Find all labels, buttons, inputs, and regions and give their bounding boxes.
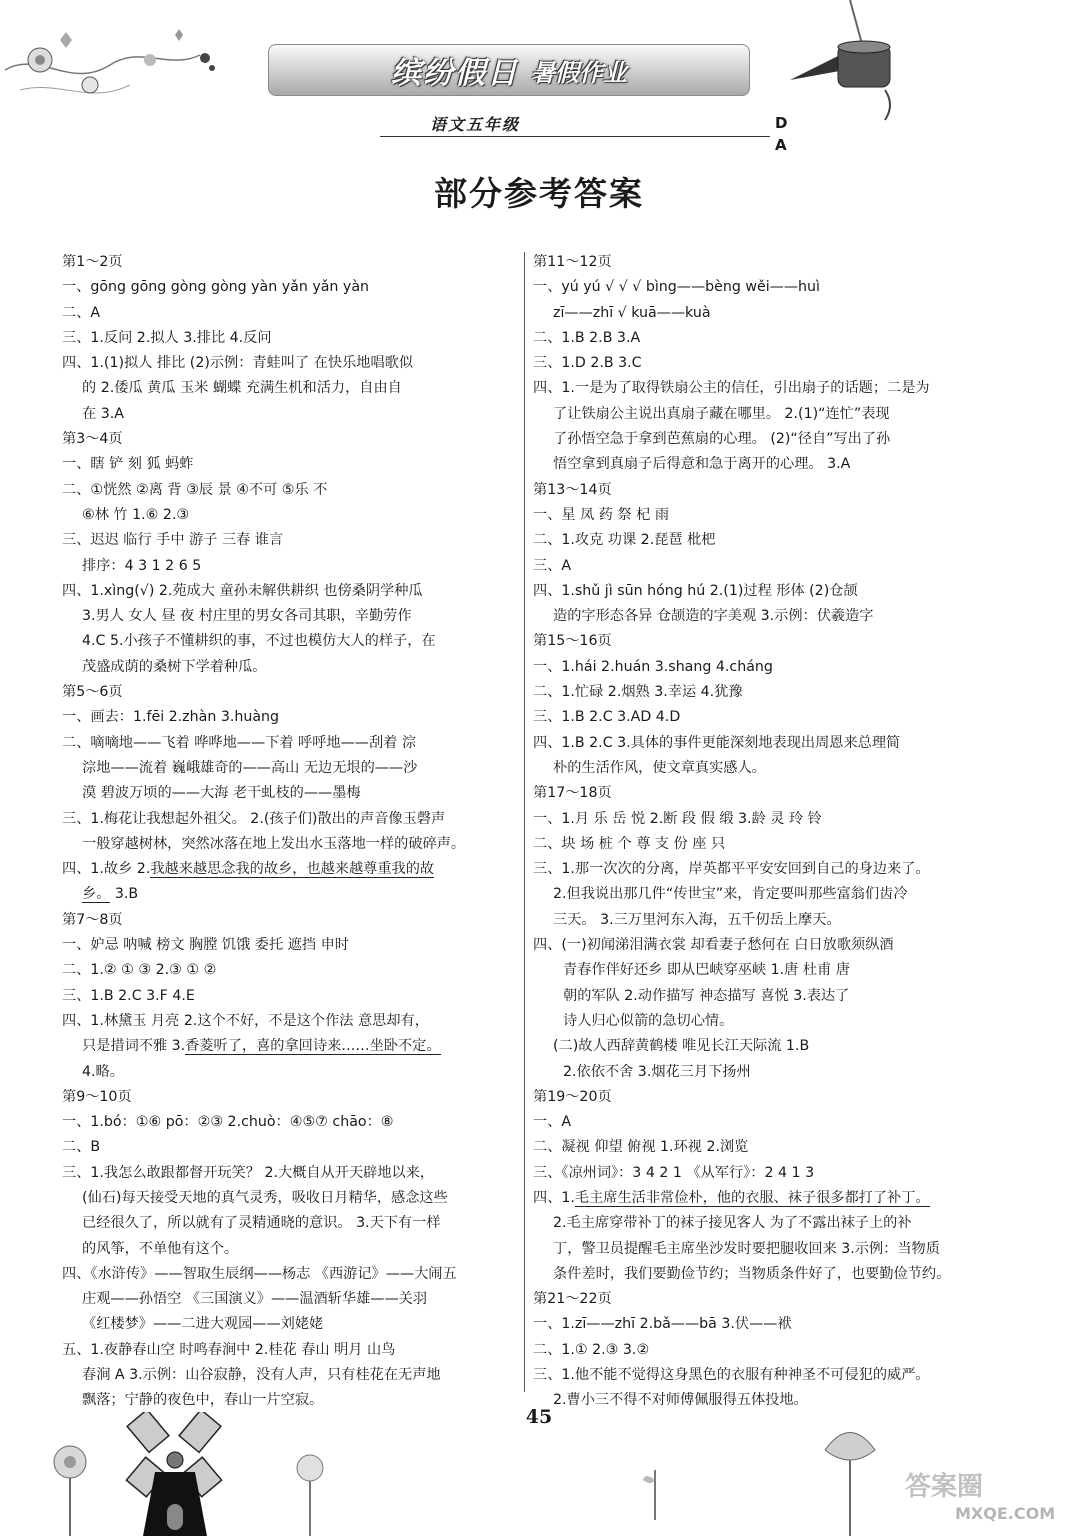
answer-line — [62, 1135, 520, 1160]
answer-text: 2.依依不舍 3.烟花三月下扬州 — [563, 1063, 751, 1080]
answer-text: 二、1.① 2.③ 3.② — [533, 1341, 650, 1358]
corner-mark-bottom: A — [775, 136, 787, 154]
answer-text: 一、1.bó：①⑥ pō：②③ 2.chuò：④⑤⑦ chāo：⑧ — [62, 1114, 394, 1131]
answer-text: 二、1.② ① ③ 2.③ ① ② — [62, 962, 217, 979]
answer-text: 第21～22页 — [533, 1291, 612, 1308]
answer-line — [62, 1034, 520, 1059]
answer-column-right — [533, 250, 999, 1414]
answer-line — [533, 579, 999, 604]
answer-line — [533, 933, 999, 958]
flower-decoration-left — [40, 1440, 100, 1536]
answer-line — [62, 452, 520, 477]
answer-line — [62, 250, 520, 275]
answer-line — [533, 1262, 999, 1287]
answer-line — [62, 1338, 520, 1363]
page-number: 45 — [525, 1406, 553, 1428]
answer-text: 二、A — [62, 304, 101, 321]
answer-line — [533, 275, 999, 300]
answer-line — [62, 655, 520, 680]
answer-line — [62, 933, 520, 958]
answer-text: 朴的生活作风，使文章真实感人。 — [553, 759, 766, 776]
header-rule — [380, 136, 770, 137]
answer-line — [533, 351, 999, 376]
answer-text: 第19～20页 — [533, 1088, 612, 1105]
answer-line — [533, 1060, 999, 1085]
answer-text: 淙地——流着 巍峨雄奇的——高山 无边无垠的——沙 — [82, 759, 418, 776]
answer-line — [533, 554, 999, 579]
answer-line — [62, 1363, 520, 1388]
answer-text: 一、妒忌 呐喊 榜文 胸膛 饥饿 委托 遮挡 申时 — [62, 937, 349, 954]
answer-text: 4.C 5.小孩子不懂耕织的事，不过也模仿大人的样子，在 — [82, 633, 436, 650]
answer-text: 的风筝，不单他有这个。 — [82, 1240, 239, 1257]
answer-line — [533, 1312, 999, 1337]
answer-text: 的 2.倭瓜 黄瓜 玉米 蝴蝶 充满生机和活力，自由自 — [82, 380, 402, 397]
underlined-answer-text: 毛主席生活非常俭朴，他的衣服、袜子很多都打了补丁。 — [574, 1189, 930, 1206]
answer-text: 3.男人 女人 昼 夜 村庄里的男女各司其职，辛勤劳作 — [82, 608, 412, 625]
answer-text: 丁，警卫员提醒毛主席坐沙发时要把腿收回来 3.示例：当物质 — [553, 1240, 940, 1257]
answer-text: 三、A — [533, 557, 572, 574]
answer-line — [533, 1186, 999, 1211]
answer-line — [533, 1009, 999, 1034]
watermark-url: MXQE.COM — [955, 1504, 1056, 1523]
answer-line — [533, 984, 999, 1009]
grade-label: 语文五年级 — [430, 115, 521, 134]
answer-text: 3.B — [110, 886, 139, 903]
underlined-answer-text: 我越来越思念我的故乡，也越来越尊重我的故 — [150, 861, 435, 878]
answer-text: 第15～16页 — [533, 633, 612, 650]
answer-text: 五、1.夜静春山空 时鸣春涧中 2.桂花 春山 明月 山鸟 — [62, 1341, 396, 1358]
answer-line — [533, 857, 999, 882]
windmill-illustration — [115, 1412, 235, 1536]
brand-title: 缤纷假日 — [391, 56, 519, 91]
answer-line — [533, 629, 999, 654]
answer-text: 四、1.(1)拟人 排比 (2)示例：青蛙叫了 在快乐地唱歌似 — [62, 355, 414, 372]
answer-line — [62, 629, 520, 654]
answer-text: 排序：4 3 1 2 6 5 — [82, 557, 202, 574]
answer-line — [62, 832, 520, 857]
answer-text: 二、嘀嘀地——飞着 哗哗地——下着 呼呼地——刮着 淙 — [62, 734, 417, 751]
answer-line — [62, 427, 520, 452]
answer-line — [62, 326, 520, 351]
page-title: 部分参考答案 — [434, 174, 644, 213]
answer-text: 朝的军队 2.动作描写 神态描写 喜悦 3.表达了 — [563, 987, 850, 1004]
answer-line — [62, 1312, 520, 1337]
answer-text: (二)故人西辞黄鹤楼 唯见长江天际流 1.B — [553, 1038, 810, 1055]
answer-text: 庄观——孙悟空 《三国演义》——温酒斩华雄——关羽 — [82, 1291, 428, 1308]
answer-text: 一、画去：1.fēi 2.zhàn 3.huàng — [62, 709, 280, 726]
answer-text: 第9～10页 — [62, 1088, 132, 1105]
answer-text: 第13～14页 — [533, 481, 612, 498]
answer-text: zī——zhī √ kuā——kuà — [553, 304, 711, 321]
answer-text: 二、1.忙碌 2.烟熟 3.幸运 4.犹豫 — [533, 684, 743, 701]
answer-text: 条件差时，我们要勤俭节约；当物质条件好了，也要勤俭节约。 — [553, 1265, 951, 1282]
answer-line — [62, 1262, 520, 1287]
answer-line — [533, 655, 999, 680]
answer-text: 三、1.B 2.C 3.F 4.E — [62, 987, 195, 1004]
answer-text: 四、(一)初闻涕泪满衣裳 却看妻子愁何在 白日放歌须纵酒 — [533, 937, 894, 954]
answer-line — [62, 275, 520, 300]
answer-line — [533, 1338, 999, 1363]
answer-text: 三、迟迟 临行 手中 游子 三春 谁言 — [62, 532, 284, 549]
answer-line — [533, 705, 999, 730]
answer-line — [62, 857, 520, 882]
answer-line — [533, 781, 999, 806]
flower-decoration-middle — [285, 1450, 335, 1536]
answer-line — [62, 376, 520, 401]
answer-line — [62, 528, 520, 553]
answer-line — [533, 731, 999, 756]
underlined-answer-text: 香菱听了，喜的拿回诗来……坐卧不定。 — [185, 1038, 441, 1055]
flower-decoration-right — [815, 1420, 885, 1536]
answer-text: 诗人归心似箭的急切心情。 — [563, 1012, 734, 1029]
answer-text: 只是措词不雅 3. — [82, 1038, 186, 1055]
answer-line — [533, 1287, 999, 1312]
answer-line — [533, 528, 999, 553]
answer-line — [62, 478, 520, 503]
answer-line — [62, 1060, 520, 1085]
answer-text: 漠 碧波万顷的——大海 老干虬枝的——墨梅 — [82, 785, 361, 802]
watermark-logo: 答案圈 — [905, 1472, 984, 1502]
answer-text: 二、①恍然 ②离 背 ③辰 景 ④不可 ⑤乐 不 — [62, 481, 328, 498]
answer-text: 三、《凉州词》：3 4 2 1 《从军行》：2 4 1 3 — [533, 1164, 815, 1181]
answer-text: 一、A — [533, 1114, 572, 1131]
answer-line — [533, 1034, 999, 1059]
answer-line — [533, 1237, 999, 1262]
answer-line — [533, 908, 999, 933]
answer-line — [533, 250, 999, 275]
answer-line — [62, 958, 520, 983]
answer-text: 一、星 凤 药 祭 杞 雨 — [533, 506, 670, 523]
answer-line — [533, 1110, 999, 1135]
answer-text: 第1～2页 — [62, 254, 123, 270]
answer-line — [533, 807, 999, 832]
answer-text: 二、1.攻克 功课 2.琵琶 枇杷 — [533, 532, 716, 549]
answer-text: 悟空拿到真扇子后得意和急于离开的心理。 3.A — [553, 456, 851, 473]
answer-text: 三天。 3.三万里河东入海，五千仞岳上摩天。 — [553, 911, 841, 928]
answer-line — [62, 705, 520, 730]
answer-line — [533, 680, 999, 705]
answer-text: 三、1.D 2.B 3.C — [533, 355, 642, 372]
answer-line — [533, 452, 999, 477]
answer-line — [533, 756, 999, 781]
answer-text: 一、yú yú √ √ √ bìng——bèng wěi——huì — [533, 279, 820, 296]
answer-text: 二、1.B 2.B 3.A — [533, 329, 641, 346]
answer-text: 四、1.故乡 2. — [62, 861, 151, 878]
answer-line — [62, 731, 520, 756]
answer-line — [62, 680, 520, 705]
series-title: 暑假作业 — [531, 57, 627, 87]
answer-line — [533, 882, 999, 907]
corner-mark-top: D — [775, 114, 788, 132]
answer-line — [62, 781, 520, 806]
answer-line — [533, 301, 999, 326]
underlined-answer-text: 乡。 — [82, 886, 111, 903]
answer-text: 二、B — [62, 1139, 101, 1156]
answer-line — [62, 1161, 520, 1186]
answer-line — [533, 1363, 999, 1388]
header-banner — [268, 44, 750, 96]
answer-line — [62, 1009, 520, 1034]
answer-line — [62, 1237, 520, 1262]
answer-column-left — [62, 250, 520, 1414]
answer-text: 一、1.zī——zhī 2.bǎ——bā 3.伏——袱 — [533, 1316, 792, 1333]
answer-text: 2.曹小三不得不对师傅佩服得五体投地。 — [553, 1392, 808, 1409]
answer-text: 已经很久了，所以就有了灵精通晓的意识。 3.天下有一样 — [82, 1215, 441, 1232]
answer-text: 一、gōng gōng gòng gòng yàn yǎn yǎn yàn — [62, 279, 370, 296]
answer-text: 四、1.xìng(√) 2.苑成大 童孙未解供耕织 也傍桑阴学种瓜 — [62, 582, 423, 599]
answer-text: 三、1.他不能不觉得这身黑色的衣服有种神圣不可侵犯的威严。 — [533, 1367, 930, 1384]
answer-line — [62, 1287, 520, 1312]
answer-line — [533, 1211, 999, 1236]
answer-line — [533, 478, 999, 503]
answer-text: 三、1.我怎么敢跟都督开玩笑？ 2.大概自从开天辟地以来， — [62, 1164, 435, 1181]
answer-line — [533, 427, 999, 452]
answer-line — [62, 554, 520, 579]
answer-text: 三、1.B 2.C 3.AD 4.D — [533, 709, 681, 726]
answer-line — [533, 1085, 999, 1110]
answer-text: 4.略。 — [82, 1063, 124, 1080]
answer-text: 青春作伴好还乡 即从巴峡穿巫峡 1.唐 杜甫 唐 — [563, 962, 850, 979]
answer-text: 了让铁扇公主说出真扇子藏在哪里。 2.(1)“连忙”表现 — [553, 405, 890, 422]
column-divider — [524, 252, 525, 1392]
answer-line — [62, 1085, 520, 1110]
answer-line — [62, 756, 520, 781]
answer-line — [62, 882, 520, 907]
answer-text: 二、块 场 桩 个 尊 支 份 座 只 — [533, 835, 726, 852]
answer-line — [62, 579, 520, 604]
answer-text: 《红楼梦》——二进大观园——刘姥姥 — [82, 1316, 324, 1333]
answer-text: 第3～4页 — [62, 431, 123, 448]
answer-line — [533, 1161, 999, 1186]
answer-text: (仙石)每天接受天地的真气灵秀，吸收日月精华，感念这些 — [82, 1189, 448, 1206]
answer-text: 一、1.月 乐 岳 悦 2.断 段 假 缎 3.龄 灵 玲 铃 — [533, 810, 822, 827]
answer-text: 二、凝视 仰望 俯视 1.环视 2.浏览 — [533, 1139, 749, 1156]
answer-text: 春涧 A 3.示例：山谷寂静，没有人声，只有桂花在无声地 — [82, 1367, 441, 1384]
corner-marks — [775, 112, 787, 156]
answer-text: 四、1.林黛玉 月亮 2.这个不好，不是这个作法 意思却有， — [62, 1012, 429, 1029]
answer-text: 三、1.反问 2.拟人 3.排比 4.反问 — [62, 329, 272, 346]
answer-text: ⑥林 竹 1.⑥ 2.③ — [82, 506, 190, 523]
answer-line — [533, 604, 999, 629]
answer-text: 第5～6页 — [62, 684, 123, 701]
answer-text: 第17～18页 — [533, 785, 612, 802]
answer-line — [62, 503, 520, 528]
answer-text: 在 3.A — [82, 405, 124, 422]
answer-line — [533, 326, 999, 351]
answer-line — [62, 1186, 520, 1211]
answer-text: 飘落；宁静的夜色中，春山一片空寂。 — [82, 1392, 324, 1409]
floral-decoration-top-left — [0, 10, 240, 120]
answer-line — [533, 402, 999, 427]
answer-line — [533, 832, 999, 857]
answer-text: 四、1.B 2.C 3.具体的事件更能深刻地表现出周恩来总理简 — [533, 734, 901, 751]
answer-text: 三、1.那一次次的分离，岸英都平平安安回到自己的身边来了。 — [533, 861, 930, 878]
answer-line — [62, 604, 520, 629]
answer-line — [533, 503, 999, 528]
answer-text: 第7～8页 — [62, 911, 123, 928]
answer-line — [62, 351, 520, 376]
answer-text: 第11～12页 — [533, 254, 612, 270]
answer-line — [62, 301, 520, 326]
answer-line — [62, 1110, 520, 1135]
answer-text: 一、瞎 铲 刻 狐 蚂蚱 — [62, 456, 194, 473]
sprout-decoration — [640, 1460, 670, 1520]
answer-text: 四、1.shǔ jì sūn hóng hú 2.(1)过程 形体 (2)仓颉 — [533, 582, 858, 599]
answer-line — [533, 1135, 999, 1160]
basket-decoration-top-right — [790, 0, 920, 130]
answer-text: 一般穿越树林，突然冰落在地上发出水玉落地一样的破碎声。 — [82, 835, 466, 852]
answer-line — [62, 1211, 520, 1236]
answer-text: 四、《水浒传》——智取生辰纲——杨志 《西游记》——大闹五 — [62, 1265, 457, 1282]
answer-text: 三、1.梅花让我想起外祖父。 2.(孩子们)散出的声音像玉磬声 — [62, 810, 446, 827]
answer-text: 2.但我说出那几件“传世宝”来，肯定要叫那些富翁们齿冷 — [553, 886, 908, 903]
answer-line — [62, 402, 520, 427]
answer-line — [62, 908, 520, 933]
answer-text: 了孙悟空急于拿到芭蕉扇的心理。 (2)“径自”写出了孙 — [553, 431, 891, 448]
answer-line — [533, 376, 999, 401]
answer-text: 一、1.hái 2.huán 3.shang 4.cháng — [533, 658, 773, 675]
answer-text: 四、1. — [533, 1189, 575, 1206]
answer-text: 茂盛成荫的桑树下学着种瓜。 — [82, 658, 267, 675]
answer-text: 四、1.一是为了取得铁扇公主的信任，引出扇子的话题；二是为 — [533, 380, 930, 397]
answer-text: 造的字形态各异 仓颉造的字美观 3.示例：伏羲造字 — [553, 608, 874, 625]
answer-text: 2.毛主席穿带补丁的袜子接见客人 为了不露出袜子上的补 — [553, 1215, 912, 1232]
answer-line — [62, 807, 520, 832]
answer-line — [62, 984, 520, 1009]
answer-line — [533, 958, 999, 983]
